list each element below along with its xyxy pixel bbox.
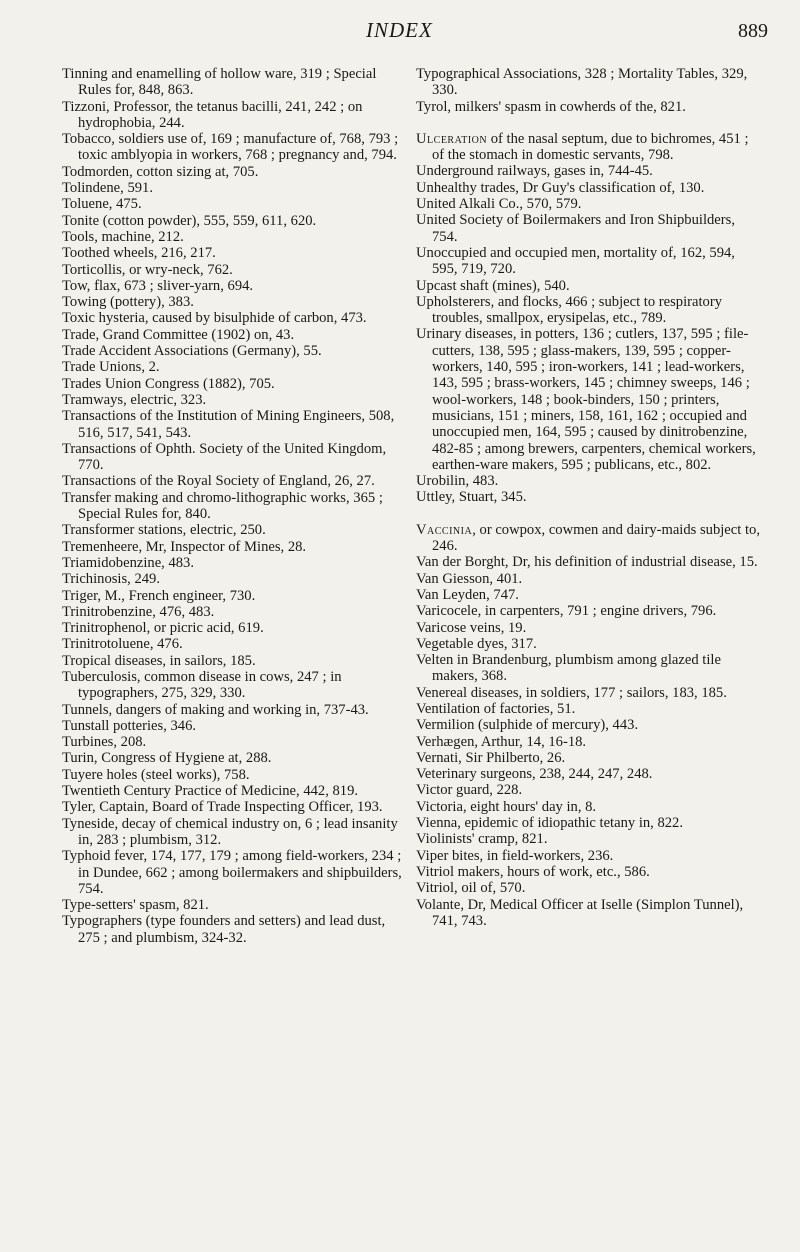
index-entry: Veterinary surgeons, 238, 244, 247, 248.	[416, 766, 653, 783]
index-entry: Vernati, Sir Philberto, 26.	[416, 749, 566, 766]
index-entry: Trade Accident Associations (Germany), 55.	[62, 343, 322, 360]
index-entry: United Alkali Co., 570, 579.	[416, 196, 582, 213]
index-entry: Varicose veins, 19.	[416, 619, 527, 636]
section-gap	[416, 115, 764, 131]
page-header	[0, 18, 800, 52]
index-entry: Trinitrophenol, or picric acid, 619.	[62, 620, 264, 637]
index-entry: Tools, machine, 212.	[62, 228, 184, 245]
index-entry: United Society of Boilermakers and Iron Shipbuilders, 754.	[416, 212, 735, 245]
index-entry: Trichinosis, 249.	[62, 571, 160, 588]
index-entry: Van der Borght, Dr, his definition of industrial disease, 15.	[416, 554, 758, 571]
index-entry: Tuberculosis, common disease in cows, 247 ; in typographers, 275, 329, 330.	[62, 668, 342, 702]
index-entry: Vitriol, oil of, 570.	[416, 880, 526, 897]
index-entry: Transactions of the Royal Society of England, 26, 27.	[62, 473, 375, 490]
index-entry: Typographers (type founders and setters) and lead dust, 275 ; and plumbism, 324-32.	[62, 913, 386, 946]
index-entry: Violinists' cramp, 821.	[416, 831, 548, 848]
index-entry: Tyrol, milkers' spasm in cowherds of the, 821.	[416, 98, 686, 115]
index-entry: Uttley, Stuart, 345.	[416, 489, 527, 506]
index-entry: Typhoid fever, 174, 177, 179 ; among field-workers, 234 ; in Dundee, 662 ; among boilermakers and shipbuilders, 754.	[62, 848, 402, 897]
index-entry: Van Leyden, 747.	[416, 586, 519, 603]
index-entry: Triamidobenzine, 483.	[62, 554, 195, 571]
index-entry: Toxic hysteria, caused by bisulphide of carbon, 473.	[62, 310, 367, 327]
index-entry: Upcast shaft (mines), 540.	[416, 277, 570, 294]
index-entry: Vienna, epidemic of idiopathic tetany in, 822.	[416, 815, 684, 832]
index-entry: Tremenheere, Mr, Inspector of Mines, 28.	[62, 538, 307, 555]
index-entry: Tolindene, 591.	[62, 180, 153, 197]
index-entry: Typographical Associations, 328 ; Mortality Tables, 329, 330.	[416, 66, 748, 99]
index-entry: Tonite (cotton powder), 555, 559, 611, 620.	[62, 212, 317, 229]
index-entry: Tow, flax, 673 ; sliver-yarn, 694.	[62, 277, 254, 294]
running-head: INDEX	[366, 18, 433, 42]
index-entry: Tizzoni, Professor, the tetanus bacilli, 241, 242 ; on hydrophobia, 244.	[62, 98, 363, 131]
index-entry: Type-setters' spasm, 821.	[62, 897, 209, 914]
index-entry: Venereal diseases, in soldiers, 177 ; sailors, 183, 185.	[416, 684, 727, 701]
index-entry: Trade Unions, 2.	[62, 359, 160, 376]
index-entry: Viper bites, in field-workers, 236.	[416, 847, 614, 864]
index-entry: Van Giesson, 401.	[416, 570, 523, 587]
index-entry: Unoccupied and occupied men, mortality of, 162, 594, 595, 719, 720.	[416, 244, 735, 278]
section-lead-word: Ulceration	[416, 130, 488, 147]
page-number: 889	[738, 20, 768, 42]
index-entry: Transfer making and chromo-lithographic works, 365 ; Special Rules for, 840.	[62, 489, 383, 523]
index-entry: Unhealthy trades, Dr Guy's classification of, 130.	[416, 179, 705, 196]
index-column-right	[416, 66, 764, 929]
index-entry: Tunnels, dangers of making and working in, 737-43.	[62, 701, 369, 718]
index-entry: Victoria, eight hours' day in, 8.	[416, 798, 597, 815]
index-entry: Transactions of the Institution of Mining Engineers, 508, 516, 517, 541, 543.	[62, 408, 395, 441]
index-entry: Volante, Dr, Medical Officer at Iselle (Simplon Tunnel), 741, 743.	[416, 896, 744, 929]
index-entry: Urobilin, 483.	[416, 473, 499, 490]
index-entry: Twentieth Century Practice of Medicine, 442, 819.	[62, 783, 359, 800]
index-entry: Tinning and enamelling of hollow ware, 319 ; Special Rules for, 848, 863.	[62, 66, 377, 99]
index-entry: Trinitrobenzine, 476, 483.	[62, 603, 215, 620]
index-entry: Tunstall potteries, 346.	[62, 717, 197, 734]
index-column-left	[62, 66, 410, 946]
index-entry: Trade, Grand Committee (1902) on, 43.	[62, 326, 295, 343]
index-entry: Urinary diseases, in potters, 136 ; cutlers, 137, 595 ; file-cutters, 138, 595 ; glass-makers, 139, 595 ; copper-workers, 140, 595 ; iron-workers, 141 ; lead-workers, 143, 595 ; brass-workers, 145 ; chimney sweeps, 146 ; wool-workers, 148 ; book-binders, 150 ; printers, musicians, 151 ; miners, 158, 161, 162 ; occupied and unoccupied men, 164, 595 ; caused by dinitrobenzine, 482-85 ; among brewers, carpenters, chemical workers, earthen-ware makers, 595 ; publicans, etc., 802.	[416, 326, 756, 473]
index-entry: Tuyere holes (steel works), 758.	[62, 766, 250, 783]
index-entry: Turin, Congress of Hygiene at, 288.	[62, 750, 272, 767]
index-entry: Transformer stations, electric, 250.	[62, 522, 266, 539]
index-entry: Vermilion (sulphide of mercury), 443.	[416, 717, 639, 734]
index-entry: Tramways, electric, 323.	[62, 391, 207, 408]
index-entry: Tyler, Captain, Board of Trade Inspecting Officer, 193.	[62, 799, 383, 816]
section-lead-word: Vaccinia	[416, 521, 473, 538]
index-entry: Vitriol makers, hours of work, etc., 586.	[416, 863, 650, 880]
index-entry: Underground railways, gases in, 744-45.	[416, 163, 653, 180]
index-entry: Varicocele, in carpenters, 791 ; engine drivers, 796.	[416, 603, 717, 620]
index-entry: Ulceration of the nasal septum, due to bichromes, 451 ; of the stomach in domestic servants, 798.	[416, 130, 749, 164]
index-entry: Torticollis, or wry-neck, 762.	[62, 261, 233, 278]
index-entry: Trinitrotoluene, 476.	[62, 636, 183, 653]
index-entry: Triger, M., French engineer, 730.	[62, 587, 256, 604]
index-entry: Vaccinia, or cowpox, cowmen and dairy-maids subject to, 246.	[416, 521, 760, 555]
index-entry: Upholsterers, and flocks, 466 ; subject to respiratory troubles, smallpox, erysipelas, etc., 789.	[416, 293, 722, 327]
index-entry: Toluene, 475.	[62, 196, 142, 213]
index-entry: Tropical diseases, in sailors, 185.	[62, 652, 256, 669]
index-entry: Todmorden, cotton sizing at, 705.	[62, 163, 259, 180]
index-entry: Towing (pottery), 383.	[62, 294, 194, 311]
index-entry: Transactions of Ophth. Society of the United Kingdom, 770.	[62, 440, 387, 474]
index-entry: Trades Union Congress (1882), 705.	[62, 375, 275, 392]
index-entry: Turbines, 208.	[62, 734, 147, 751]
index-entry: Toothed wheels, 216, 217.	[62, 245, 216, 262]
index-entry: Verhægen, Arthur, 14, 16-18.	[416, 733, 587, 750]
index-entry: Vegetable dyes, 317.	[416, 635, 537, 652]
index-entry: Victor guard, 228.	[416, 782, 523, 799]
section-gap	[416, 506, 764, 522]
index-entry: Tobacco, soldiers use of, 169 ; manufacture of, 768, 793 ; toxic amblyopia in workers, 768 ; pregnancy and, 794.	[62, 131, 399, 164]
index-entry: Ventilation of factories, 51.	[416, 700, 576, 717]
index-entry: Tyneside, decay of chemical industry on, 6 ; lead insanity in, 283 ; plumbism, 312.	[62, 815, 398, 848]
index-entry: Velten in Brandenburg, plumbism among glazed tile makers, 368.	[416, 652, 721, 685]
